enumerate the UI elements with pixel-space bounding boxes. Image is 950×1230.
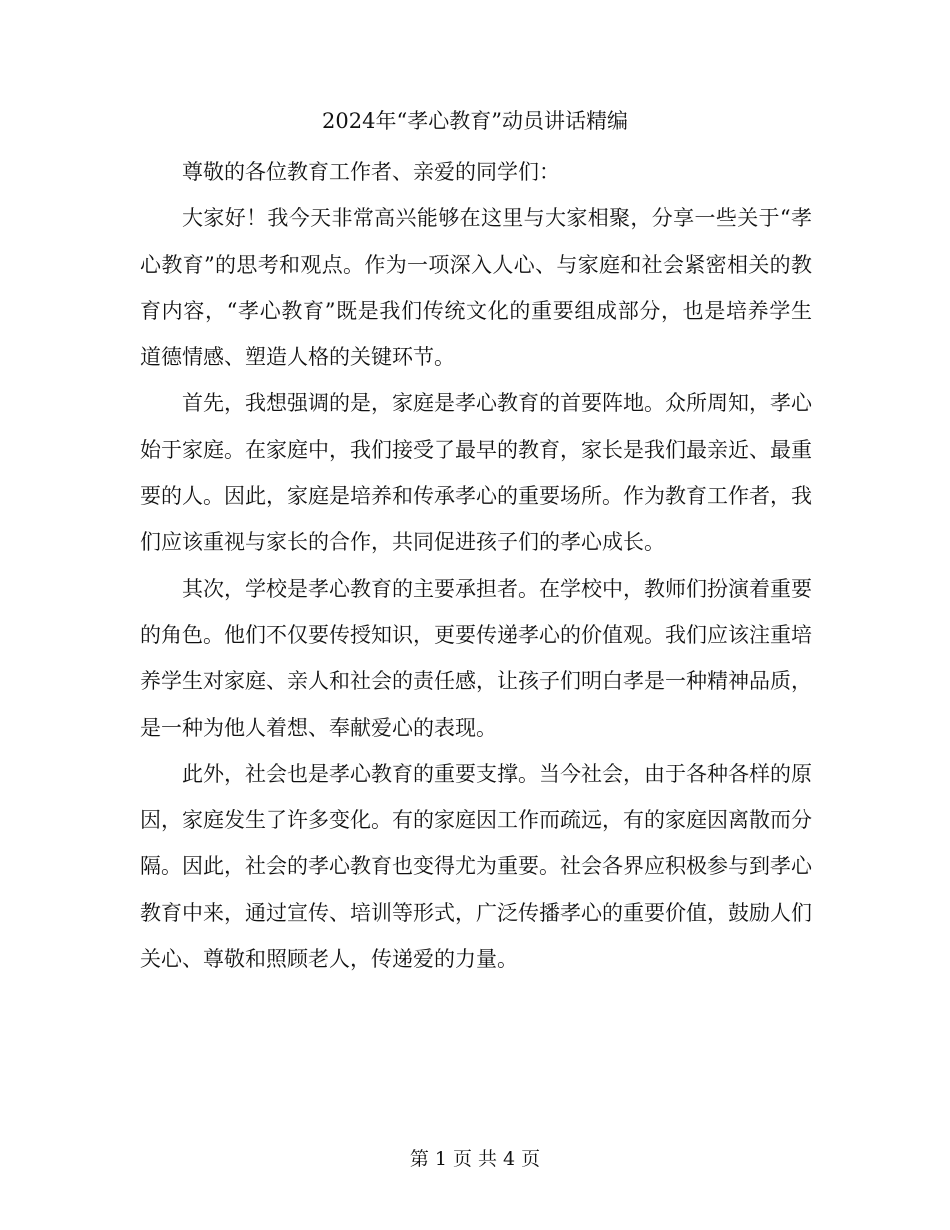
document-body [140, 149, 812, 982]
paragraph-1: 大家好！我今天非常高兴能够在这里与大家相聚，分享一些关于“孝心教育”的思考和观点。作为一项深入人心、与家庭和社会紧密相关的教育内容，“孝心教育”既是我们传统文化的重要组成部分，也是培养学生道德情感、塑造人格的关键环节。 [140, 206, 812, 370]
paragraph-4: 此外，社会也是孝心教育的重要支撑。当今社会，由于各种各样的原因，家庭发生了许多变化。有的家庭因工作而疏远，有的家庭因离散而分隔。因此，社会的孝心教育也变得尤为重要。社会各界应积极参与到孝心教育中来，通过宣传、培训等形式，广泛传播孝心的重要价值，鼓励人们关心、尊敬和照顾老人，传递爱的力量。 [140, 761, 812, 972]
document-title: 2024年“孝心教育”动员讲话精编 [322, 109, 628, 133]
page-number-footer: 第 1 页 共 4 页 [409, 1148, 541, 1170]
greeting-line: 尊敬的各位教育工作者、亲爱的同学们： [182, 160, 560, 184]
paragraph-3: 其次，学校是孝心教育的主要承担者。在学校中，教师们扮演着重要的角色。他们不仅要传授知识，更要传递孝心的价值观。我们应该注重培养学生对家庭、亲人和社会的责任感，让孩子们明白孝是一种精神品质，是一种为他人着想、奉献爱心的表现。 [140, 576, 812, 740]
paragraph-2: 首先，我想强调的是，家庭是孝心教育的首要阵地。众所周知，孝心始于家庭。在家庭中，我们接受了最早的教育，家长是我们最亲近、最重要的人。因此，家庭是培养和传承孝心的重要场所。作为教育工作者，我们应该重视与家长的合作，共同促进孩子们的孝心成长。 [140, 391, 812, 555]
